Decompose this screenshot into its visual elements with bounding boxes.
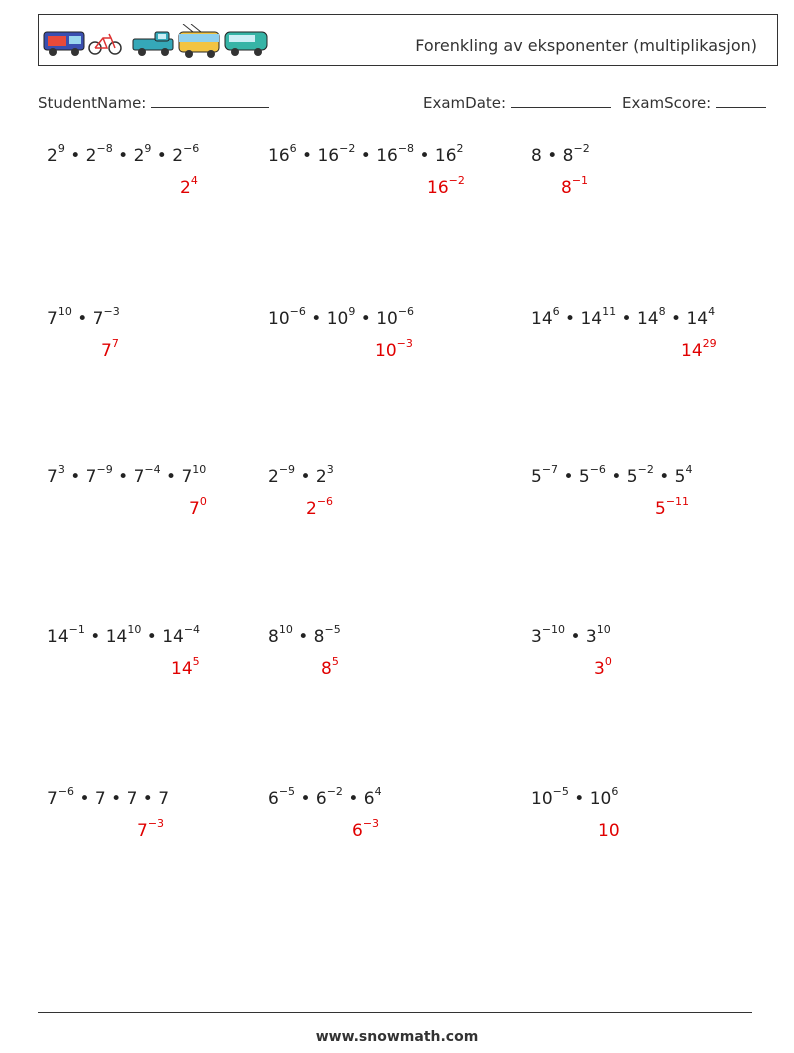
term-base: 5 [674, 467, 686, 487]
term-exponent: −2 [326, 785, 343, 799]
term-exponent: −3 [103, 305, 120, 319]
term-power [674, 463, 693, 487]
term-base: 2 [172, 146, 184, 166]
term-power [85, 463, 113, 487]
term-exponent: 2 [456, 142, 464, 156]
term-power [268, 785, 296, 809]
camper-van-icon [44, 32, 84, 56]
minivan-icon [225, 32, 267, 56]
multiply-dot: • [292, 627, 314, 647]
term-power [315, 463, 334, 487]
term-exponent: −10 [541, 623, 566, 637]
worksheet-title: Forenkling av eksponenter (multiplikasjon) [415, 36, 757, 55]
problem-expression [268, 623, 341, 647]
term-power [376, 142, 415, 166]
answer [375, 337, 413, 361]
answer-exponent: 29 [702, 337, 717, 351]
answer-power [306, 495, 334, 519]
term-base: 7 [181, 467, 193, 487]
multiply-dot: • [71, 309, 93, 329]
multiply-dot: • [295, 789, 316, 809]
answer [655, 495, 690, 519]
multiply-dot: • [414, 146, 435, 166]
answer-base: 16 [427, 178, 449, 198]
problem-expression [268, 785, 382, 809]
term-power [181, 463, 207, 487]
trolleybus-icon [179, 24, 219, 58]
answer-power [681, 337, 717, 361]
term-power [686, 305, 716, 329]
term-power [47, 785, 75, 809]
exam-date-label: ExamDate: [423, 94, 507, 112]
multiply-dot: • [112, 146, 134, 166]
term-power [562, 142, 590, 166]
term-base: 3 [585, 627, 597, 647]
term-exponent: −9 [96, 463, 113, 477]
answer-exponent: 4 [190, 174, 198, 188]
term-exponent: −9 [278, 463, 296, 477]
multiply-dot: • [541, 146, 563, 166]
term-power [85, 142, 113, 166]
answer-power [561, 174, 589, 198]
term-power [531, 623, 566, 647]
term-power [133, 463, 161, 487]
term-base: 10 [326, 309, 349, 329]
answer-base: 2 [306, 499, 317, 519]
term-base: 2 [268, 467, 279, 487]
term-exponent: −6 [183, 142, 200, 156]
multiply-dot: • [616, 309, 637, 329]
multiply-dot: • [605, 467, 627, 487]
problem-expression [531, 463, 693, 487]
term-exponent: 6 [289, 142, 297, 156]
student-name-field[interactable] [38, 93, 269, 112]
term-base: 10 [376, 309, 398, 329]
multiply-dot: • [112, 467, 134, 487]
term-power [47, 305, 72, 329]
problem-expression [531, 142, 590, 166]
multiply-dot: • [653, 467, 675, 487]
term-base: 5 [578, 467, 590, 487]
exam-score-field[interactable] [622, 93, 766, 112]
term-base: 2 [85, 146, 97, 166]
term-base: 14 [162, 627, 184, 647]
answer [180, 174, 198, 198]
term-exponent: 3 [57, 463, 65, 477]
term-exponent: −6 [57, 785, 75, 799]
answer-base: 10 [598, 821, 620, 841]
term-power [47, 463, 65, 487]
answer-exponent: 5 [192, 655, 200, 669]
term-exponent: −2 [573, 142, 590, 156]
answer [681, 337, 717, 361]
pickup-truck-icon [133, 32, 173, 56]
term-base: 7 [133, 467, 145, 487]
answer-base: 14 [681, 341, 703, 361]
term-base: 3 [531, 627, 542, 647]
multiply-dot: • [64, 146, 86, 166]
term-exponent: 10 [192, 463, 207, 477]
term-power [268, 623, 293, 647]
term-exponent: −5 [278, 785, 296, 799]
answer-power [180, 174, 198, 198]
answer [561, 174, 589, 198]
term-base: 14 [531, 309, 553, 329]
answer-base: 3 [594, 659, 605, 679]
student-name-blank[interactable] [151, 93, 269, 108]
multiply-dot: • [141, 627, 163, 647]
term-base: 6 [315, 789, 327, 809]
answer-power [101, 337, 119, 361]
multiply-dot: • [105, 789, 127, 809]
term-power [578, 463, 606, 487]
term-exponent: −6 [589, 463, 606, 477]
term-power [133, 142, 152, 166]
term-exponent: −8 [96, 142, 113, 156]
term-power [47, 623, 85, 647]
answer-base: 14 [171, 659, 193, 679]
term-power [315, 785, 343, 809]
multiply-dot: • [665, 309, 687, 329]
term-power [162, 623, 201, 647]
term-base: 6 [268, 789, 279, 809]
term-base: 6 [363, 789, 375, 809]
term-exponent: 4 [685, 463, 693, 477]
term-base: 7 [158, 789, 170, 809]
term-exponent: 6 [611, 785, 619, 799]
problem-expression [531, 305, 716, 329]
term-base: 16 [376, 146, 398, 166]
multiply-dot: • [64, 467, 86, 487]
term-base: 8 [531, 146, 542, 166]
answer-base: 8 [561, 178, 572, 198]
answer-exponent: 0 [604, 655, 612, 669]
multiply-dot: • [74, 789, 95, 809]
vehicle-icons [43, 24, 273, 60]
answer [427, 174, 465, 198]
answer-base: 5 [655, 499, 666, 519]
answer [594, 655, 612, 679]
term-base: 14 [47, 627, 69, 647]
term-base: 8 [562, 146, 574, 166]
term-base: 7 [47, 309, 58, 329]
term-exponent: 10 [278, 623, 293, 637]
term-exponent: −4 [144, 463, 161, 477]
problem-expression [47, 785, 170, 809]
term-base: 10 [531, 789, 553, 809]
answer-exponent: −2 [448, 174, 465, 188]
term-power [434, 142, 464, 166]
problem-expression [531, 623, 611, 647]
term-power [317, 142, 356, 166]
term-power [580, 305, 617, 329]
term-power [158, 789, 169, 809]
answer [321, 655, 339, 679]
answer-power [427, 174, 465, 198]
answer-base: 6 [352, 821, 363, 841]
answer-exponent: −6 [316, 495, 334, 509]
term-exponent: −5 [324, 623, 341, 637]
answer-base: 7 [189, 499, 200, 519]
answer-power [375, 337, 413, 361]
term-exponent: 10 [127, 623, 142, 637]
problem-expression [47, 142, 200, 166]
exam-score-blank[interactable] [716, 93, 766, 108]
multiply-dot: • [151, 146, 173, 166]
answer-power [189, 495, 207, 519]
answer-base: 2 [180, 178, 191, 198]
term-exponent: 11 [602, 305, 617, 319]
term-power [636, 305, 666, 329]
term-power [127, 789, 138, 809]
term-base: 16 [434, 146, 457, 166]
multiply-dot: • [305, 309, 327, 329]
term-exponent: 4 [708, 305, 716, 319]
multiply-dot: • [160, 467, 182, 487]
term-power [626, 463, 654, 487]
answer-exponent: −3 [147, 817, 165, 831]
term-base: 7 [85, 467, 97, 487]
term-exponent: −2 [339, 142, 356, 156]
answer [101, 337, 119, 361]
answer [306, 495, 334, 519]
term-power [376, 305, 415, 329]
problem-expression [47, 623, 201, 647]
exam-date-field[interactable] [423, 93, 611, 112]
multiply-dot: • [342, 789, 364, 809]
multiply-dot: • [355, 146, 377, 166]
term-power [585, 623, 611, 647]
term-power [363, 785, 382, 809]
answer [189, 495, 207, 519]
term-exponent: 9 [144, 142, 152, 156]
term-power [531, 305, 560, 329]
term-base: 7 [47, 467, 58, 487]
answer-exponent: 5 [331, 655, 339, 669]
term-base: 2 [133, 146, 145, 166]
term-exponent: −5 [552, 785, 569, 799]
term-power [531, 785, 569, 809]
answer-exponent: 7 [111, 337, 119, 351]
answer-exponent: −3 [396, 337, 413, 351]
term-base: 8 [268, 627, 279, 647]
term-base: 5 [626, 467, 638, 487]
term-power [95, 789, 106, 809]
term-exponent: −2 [637, 463, 654, 477]
term-exponent: 10 [596, 623, 611, 637]
term-exponent: 3 [326, 463, 334, 477]
term-base: 14 [686, 309, 709, 329]
term-exponent: 6 [552, 305, 560, 319]
answer [171, 655, 200, 679]
problem-expression [531, 785, 619, 809]
answer [598, 821, 620, 841]
answer-power [594, 655, 612, 679]
term-base: 8 [313, 627, 325, 647]
answer-power [655, 495, 690, 519]
term-exponent: 9 [57, 142, 65, 156]
term-base: 2 [315, 467, 327, 487]
problem-expression [47, 463, 207, 487]
term-exponent: −1 [68, 623, 85, 637]
header-box [38, 14, 778, 66]
term-base: 10 [589, 789, 612, 809]
answer-exponent: −3 [362, 817, 380, 831]
multiply-dot: • [137, 789, 159, 809]
term-exponent: 9 [348, 305, 356, 319]
term-base: 5 [531, 467, 542, 487]
term-base: 7 [126, 789, 138, 809]
problem-expression [268, 305, 415, 329]
answer-base: 7 [101, 341, 112, 361]
answer-power [171, 655, 200, 679]
term-power [326, 305, 356, 329]
term-base: 10 [268, 309, 290, 329]
student-name-label: StudentName: [38, 94, 147, 112]
problem-expression [268, 142, 464, 166]
term-exponent: −6 [289, 305, 306, 319]
term-power [268, 463, 296, 487]
footer-divider [38, 1012, 752, 1013]
term-base: 16 [317, 146, 340, 166]
multiply-dot: • [296, 146, 318, 166]
exam-date-blank[interactable] [511, 93, 611, 108]
answer-base: 10 [375, 341, 397, 361]
term-base: 14 [580, 309, 603, 329]
multiply-dot: • [558, 467, 579, 487]
answer [352, 817, 380, 841]
term-exponent: 10 [57, 305, 72, 319]
answer-exponent: −1 [571, 174, 589, 188]
term-power [531, 146, 542, 166]
answer-base: 8 [321, 659, 332, 679]
term-exponent: −4 [183, 623, 201, 637]
answer [137, 817, 165, 841]
term-power [313, 623, 341, 647]
term-base: 7 [94, 789, 106, 809]
term-base: 16 [268, 146, 290, 166]
term-exponent: 4 [374, 785, 382, 799]
multiply-dot: • [84, 627, 106, 647]
term-power [268, 142, 297, 166]
answer-power [598, 821, 620, 841]
term-power [589, 785, 619, 809]
term-exponent: −6 [397, 305, 415, 319]
multiply-dot: • [568, 789, 590, 809]
term-power [531, 463, 559, 487]
multiply-dot: • [559, 309, 581, 329]
term-power [172, 142, 200, 166]
bicycle-icon [89, 34, 121, 54]
term-base: 7 [47, 789, 58, 809]
term-base: 7 [92, 309, 104, 329]
term-power [268, 305, 306, 329]
term-power [47, 142, 65, 166]
problem-expression [268, 463, 334, 487]
multiply-dot: • [295, 467, 316, 487]
multiply-dot: • [565, 627, 586, 647]
multiply-dot: • [355, 309, 377, 329]
term-exponent: −7 [541, 463, 559, 477]
term-exponent: −8 [397, 142, 415, 156]
answer-exponent: −11 [665, 495, 690, 509]
answer-power [137, 817, 165, 841]
answer-power [352, 817, 380, 841]
term-exponent: 8 [658, 305, 666, 319]
term-base: 14 [105, 627, 128, 647]
problem-expression [47, 305, 120, 329]
term-base: 14 [636, 309, 659, 329]
term-power [105, 623, 142, 647]
answer-base: 7 [137, 821, 148, 841]
footer-website: www.snowmath.com [315, 1029, 479, 1045]
answer-exponent: 0 [199, 495, 207, 509]
term-base: 2 [47, 146, 58, 166]
term-power [92, 305, 120, 329]
answer-power [321, 655, 339, 679]
exam-score-label: ExamScore: [622, 94, 712, 112]
